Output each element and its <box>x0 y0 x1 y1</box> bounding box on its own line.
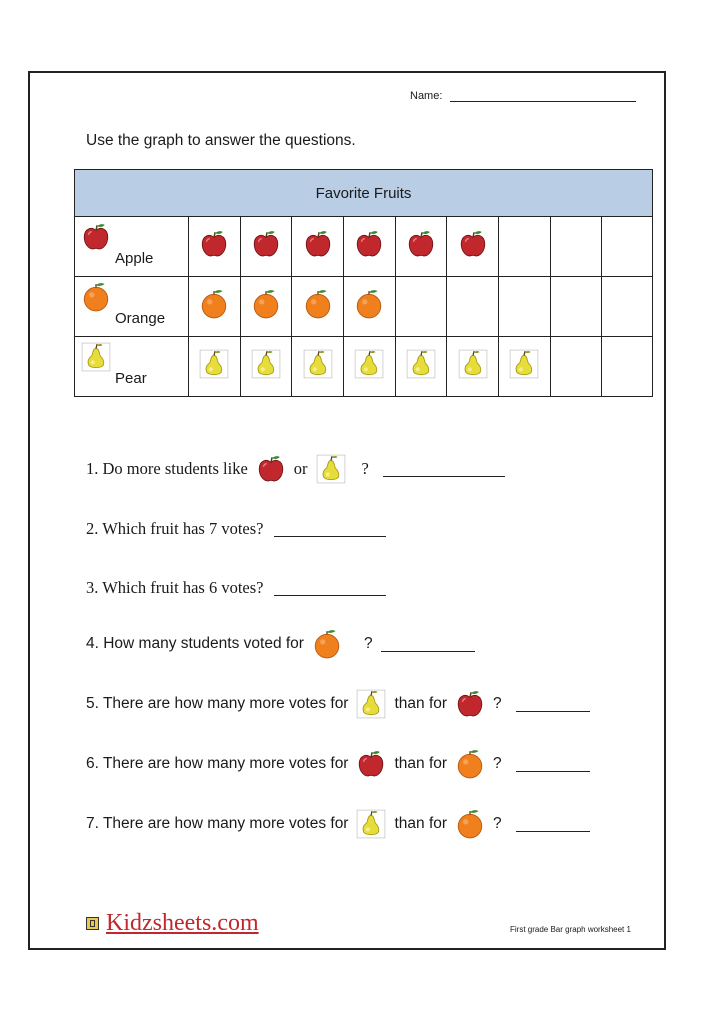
pear-icon <box>251 349 281 379</box>
question-2-text: 2. Which fruit has 7 votes? <box>86 519 264 538</box>
orange-icon <box>312 629 342 659</box>
pear-icon <box>199 349 229 379</box>
question-2 <box>86 519 386 539</box>
graph-cell <box>550 217 601 277</box>
question-6-answer-blank <box>516 757 590 772</box>
graph-cell <box>447 277 499 337</box>
question-4-mark: ? <box>363 635 373 652</box>
graph-title: Favorite Fruits <box>75 170 653 217</box>
row-label-cell <box>75 217 189 277</box>
question-7-than: than for <box>394 815 448 832</box>
orange-icon <box>251 289 281 319</box>
row-label: Apple <box>115 250 154 267</box>
favorite-fruits-graph <box>74 169 653 397</box>
question-6-than: than for <box>394 755 448 772</box>
question-7-mark: ? <box>493 815 502 832</box>
graph-cell <box>292 217 344 277</box>
orange-icon <box>354 289 384 319</box>
graph-cell <box>601 337 652 397</box>
apple-icon <box>354 229 384 259</box>
row-label: Orange <box>115 310 166 327</box>
graph-cell <box>292 337 344 397</box>
graph-cell <box>498 217 550 277</box>
pear-icon <box>303 349 333 379</box>
row-label-cell <box>75 337 189 397</box>
question-1-or: or <box>293 459 308 478</box>
graph-cell <box>240 217 292 277</box>
graph-cell <box>498 337 550 397</box>
orange-icon <box>303 289 333 319</box>
worksheet <box>28 71 666 950</box>
pear-icon <box>316 454 346 484</box>
graph-cell <box>344 217 396 277</box>
question-1 <box>86 454 505 484</box>
graph-cell <box>447 337 499 397</box>
question-7 <box>86 809 590 839</box>
apple-icon <box>303 229 333 259</box>
pear-icon <box>81 342 111 372</box>
question-6-text: 6. There are how many more votes for <box>86 755 349 772</box>
graph-row-apple <box>75 217 653 277</box>
question-3-text: 3. Which fruit has 6 votes? <box>86 578 264 597</box>
apple-icon <box>458 229 488 259</box>
question-7-answer-blank <box>516 817 590 832</box>
brand-link[interactable]: Kidzsheets.com <box>106 910 259 936</box>
logo-box-icon <box>86 917 99 930</box>
question-7-text: 7. There are how many more votes for <box>86 815 349 832</box>
orange-icon <box>199 289 229 319</box>
graph-cell <box>601 217 652 277</box>
question-5-answer-blank <box>516 697 590 712</box>
row-label-cell <box>75 277 189 337</box>
question-1-text: 1. Do more students like <box>86 459 248 478</box>
graph-cell <box>395 277 447 337</box>
orange-icon <box>455 749 485 779</box>
question-4-text: 4. How many students voted for <box>86 635 304 652</box>
pear-icon <box>356 809 386 839</box>
graph-cell <box>498 277 550 337</box>
graph-cell <box>395 217 447 277</box>
graph-cell <box>550 337 601 397</box>
question-4-answer-blank <box>381 637 475 652</box>
name-blank <box>450 91 636 102</box>
apple-icon <box>356 749 386 779</box>
graph-row-pear <box>75 337 653 397</box>
apple-icon <box>81 222 111 252</box>
apple-icon <box>199 229 229 259</box>
question-2-answer-blank <box>274 522 386 537</box>
instructions: Use the graph to answer the questions. <box>86 132 356 149</box>
apple-icon <box>406 229 436 259</box>
question-1-mark: ? <box>361 459 369 478</box>
name-row <box>410 90 636 102</box>
apple-icon <box>251 229 281 259</box>
pear-icon <box>509 349 539 379</box>
graph-cell <box>344 277 396 337</box>
graph-row-orange <box>75 277 653 337</box>
question-5-than: than for <box>394 695 448 712</box>
pear-icon <box>458 349 488 379</box>
row-label: Pear <box>115 370 147 387</box>
apple-icon <box>256 454 286 484</box>
graph-cell <box>189 277 241 337</box>
graph-cell <box>344 337 396 397</box>
question-5-text: 5. There are how many more votes for <box>86 695 349 712</box>
question-4 <box>86 629 475 659</box>
pear-icon <box>406 349 436 379</box>
graph-cell <box>240 337 292 397</box>
graph-cell <box>550 277 601 337</box>
graph-cell <box>292 277 344 337</box>
brand-logo[interactable] <box>86 910 259 937</box>
orange-icon <box>81 282 111 312</box>
question-6-mark: ? <box>493 755 502 772</box>
question-5-mark: ? <box>493 695 502 712</box>
graph-cell <box>601 277 652 337</box>
question-3 <box>86 578 386 598</box>
question-6 <box>86 749 590 779</box>
graph-cell <box>447 217 499 277</box>
apple-icon <box>455 689 485 719</box>
orange-icon <box>455 809 485 839</box>
graph-cell <box>395 337 447 397</box>
graph-cell <box>240 277 292 337</box>
graph-cell <box>189 217 241 277</box>
name-label: Name: <box>410 90 443 102</box>
question-3-answer-blank <box>274 581 386 596</box>
pear-icon <box>356 689 386 719</box>
footer-note: First grade Bar graph worksheet 1 <box>510 925 631 934</box>
question-5 <box>86 689 590 719</box>
question-1-answer-blank <box>383 462 505 477</box>
graph-cell <box>189 337 241 397</box>
pear-icon <box>354 349 384 379</box>
